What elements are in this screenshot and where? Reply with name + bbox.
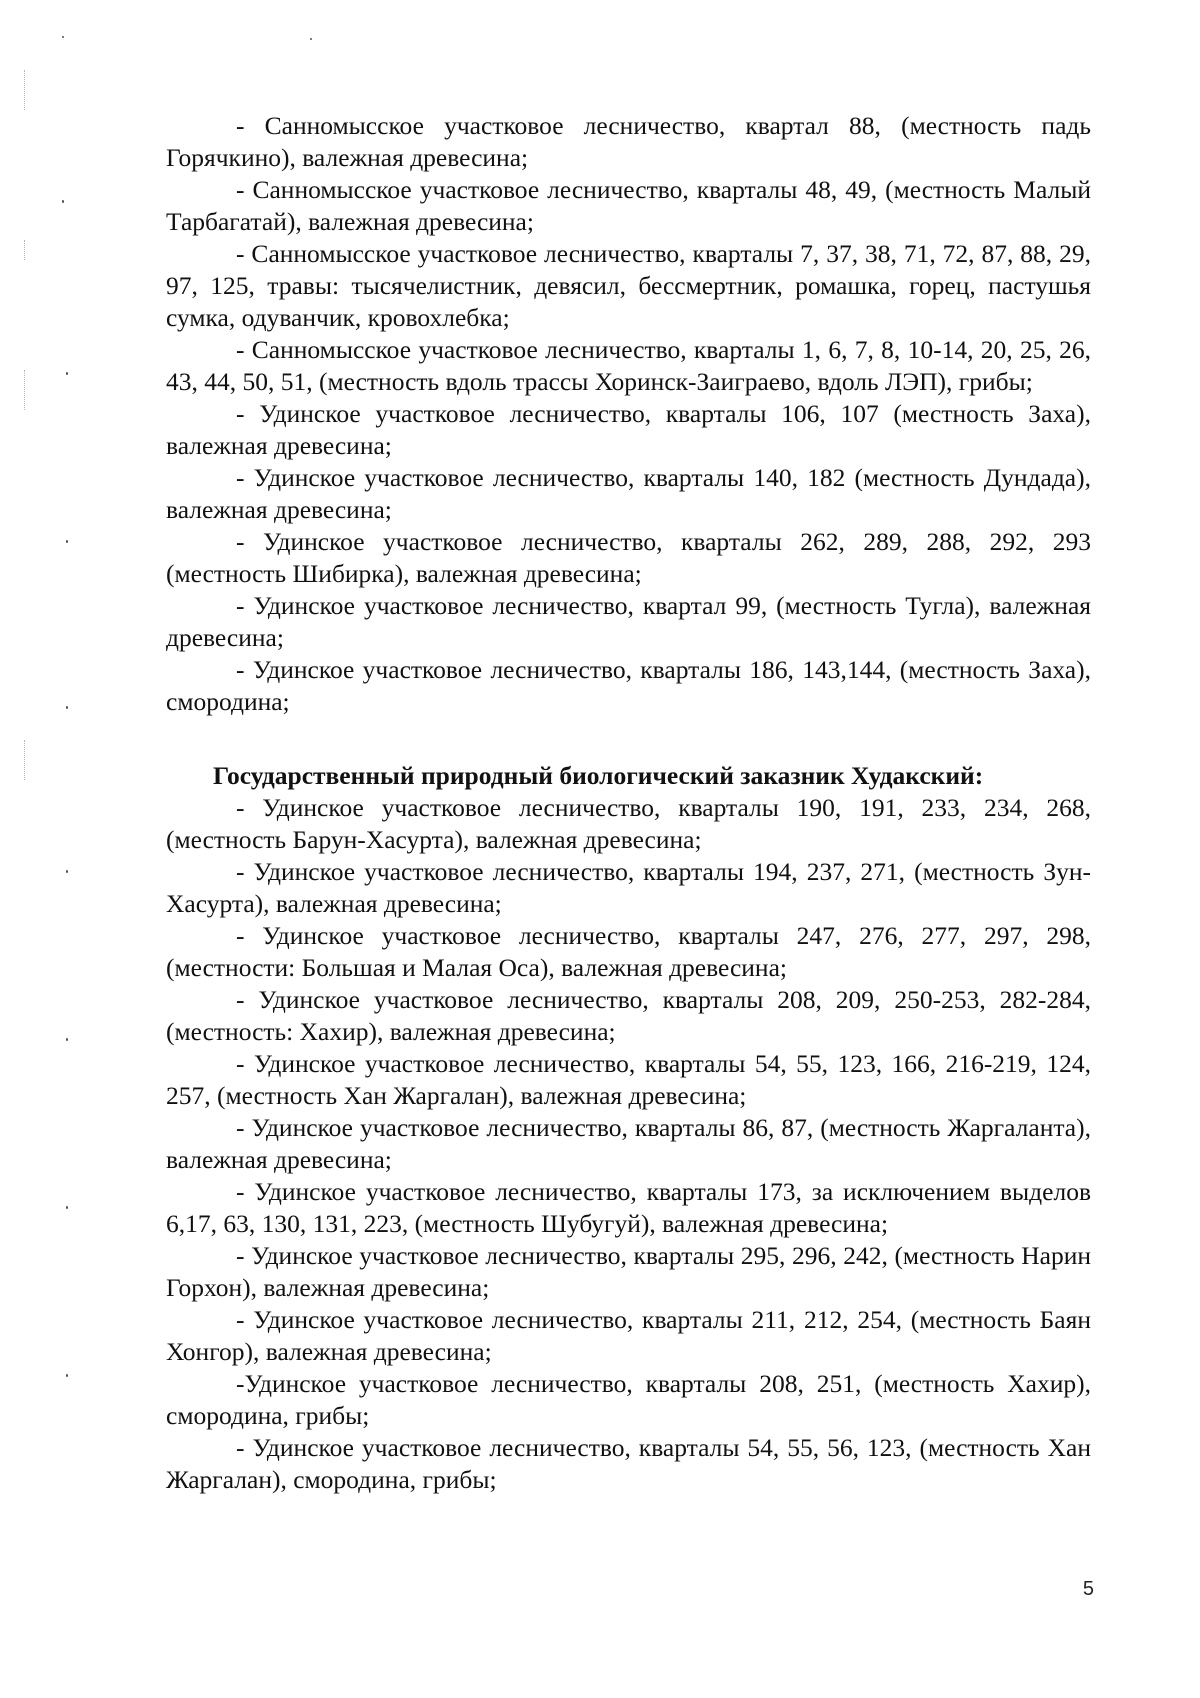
list-item: - Санномысское участковое лесничество, кварталы 7, 37, 38, 71, 72, 87, 88, 29, 97, 125, травы: тысячелистник, девясил, бессмертник, ромашка, горец, пастушья сумка, одуванчик, кровохлебка; bbox=[166, 239, 1091, 332]
scan-speck bbox=[66, 706, 68, 709]
list-item: - Удинское участковое лесничество, кварталы 190, 191, 233, 234, 268, (местность Барун-Хасурта), валежная древесина; bbox=[166, 793, 1091, 854]
scan-speck bbox=[66, 870, 68, 873]
scan-speck bbox=[62, 200, 64, 203]
scan-speck bbox=[66, 1038, 68, 1041]
scan-margin-artifact bbox=[24, 740, 27, 780]
document-body bbox=[166, 110, 1091, 1496]
scan-speck bbox=[66, 540, 68, 543]
list-item: - Удинское участковое лесничество, кварталы 173, за исключением выделов 6,17, 63, 130, 131, 223, (местность Шубугуй), валежная древесина; bbox=[166, 1177, 1091, 1238]
list-item: - Удинское участковое лесничество, кварталы 54, 55, 123, 166, 216-219, 124, 257, (местность Хан Жаргалан), валежная древесина; bbox=[166, 1049, 1091, 1110]
scan-margin-artifact bbox=[24, 240, 27, 260]
list-item: - Удинское участковое лесничество, кварталы 186, 143,144, (местность Заха), смородина; bbox=[166, 655, 1091, 716]
list-item: -Удинское участковое лесничество, кварталы 208, 251, (местность Хахир), смородина, грибы; bbox=[166, 1369, 1091, 1430]
list-item: - Удинское участковое лесничество, кварталы 106, 107 (местность Заха), валежная древесина; bbox=[166, 399, 1091, 460]
page-number: 5 bbox=[1082, 1578, 1094, 1600]
list-item: - Удинское участковое лесничество, кварталы 54, 55, 56, 123, (местность Хан Жаргалан), смородина, грибы; bbox=[166, 1433, 1091, 1494]
list-item: - Удинское участковое лесничество, кварталы 262, 289, 288, 292, 293 (местность Шибирка), валежная древесина; bbox=[166, 527, 1091, 588]
scan-speck bbox=[66, 372, 68, 375]
list-item: - Удинское участковое лесничество, кварталы 140, 182 (местность Дундада), валежная древесина; bbox=[166, 463, 1091, 524]
section-heading: Государственный природный биологический заказник Худакский: bbox=[213, 761, 984, 790]
list-item: - Санномысское участковое лесничество, кварталы 1, 6, 7, 8, 10-14, 20, 25, 26, 43, 44, 50, 51, (местность вдоль трассы Хоринск-Заиграево, вдоль ЛЭП), грибы; bbox=[166, 335, 1091, 396]
list-item: - Санномысское участковое лесничество, кварталы 48, 49, (местность Малый Тарбагатай), валежная древесина; bbox=[166, 175, 1091, 236]
list-item: - Удинское участковое лесничество, кварталы 208, 209, 250-253, 282-284, (местность: Хахир), валежная древесина; bbox=[166, 985, 1091, 1046]
scan-margin-artifact bbox=[24, 370, 27, 410]
list-item: - Удинское участковое лесничество, кварталы 295, 296, 242, (местность Нарин Горхон), валежная древесина; bbox=[166, 1241, 1091, 1302]
list-item: - Удинское участковое лесничество, кварталы 86, 87, (местность Жаргаланта), валежная древесина; bbox=[166, 1113, 1091, 1174]
list-item: - Санномысское участковое лесничество, квартал 88, (местность падь Горячкино), валежная древесина; bbox=[166, 111, 1091, 172]
scan-speck bbox=[66, 1206, 68, 1209]
scan-speck bbox=[62, 36, 64, 38]
list-item: - Удинское участковое лесничество, квартал 99, (местность Тугла), валежная древесина; bbox=[166, 591, 1091, 652]
list-item: - Удинское участковое лесничество, кварталы 211, 212, 254, (местность Баян Хонгор), валежная древесина; bbox=[166, 1305, 1091, 1366]
list-item: - Удинское участковое лесничество, кварталы 247, 276, 277, 297, 298, (местности: Большая и Малая Оса), валежная древесина; bbox=[166, 921, 1091, 982]
scan-speck bbox=[310, 38, 312, 40]
scan-margin-artifact bbox=[24, 70, 27, 110]
scan-speck bbox=[66, 1374, 68, 1377]
list-item: - Удинское участковое лесничество, кварталы 194, 237, 271, (местность Зун-Хасурта), валежная древесина; bbox=[166, 857, 1091, 918]
